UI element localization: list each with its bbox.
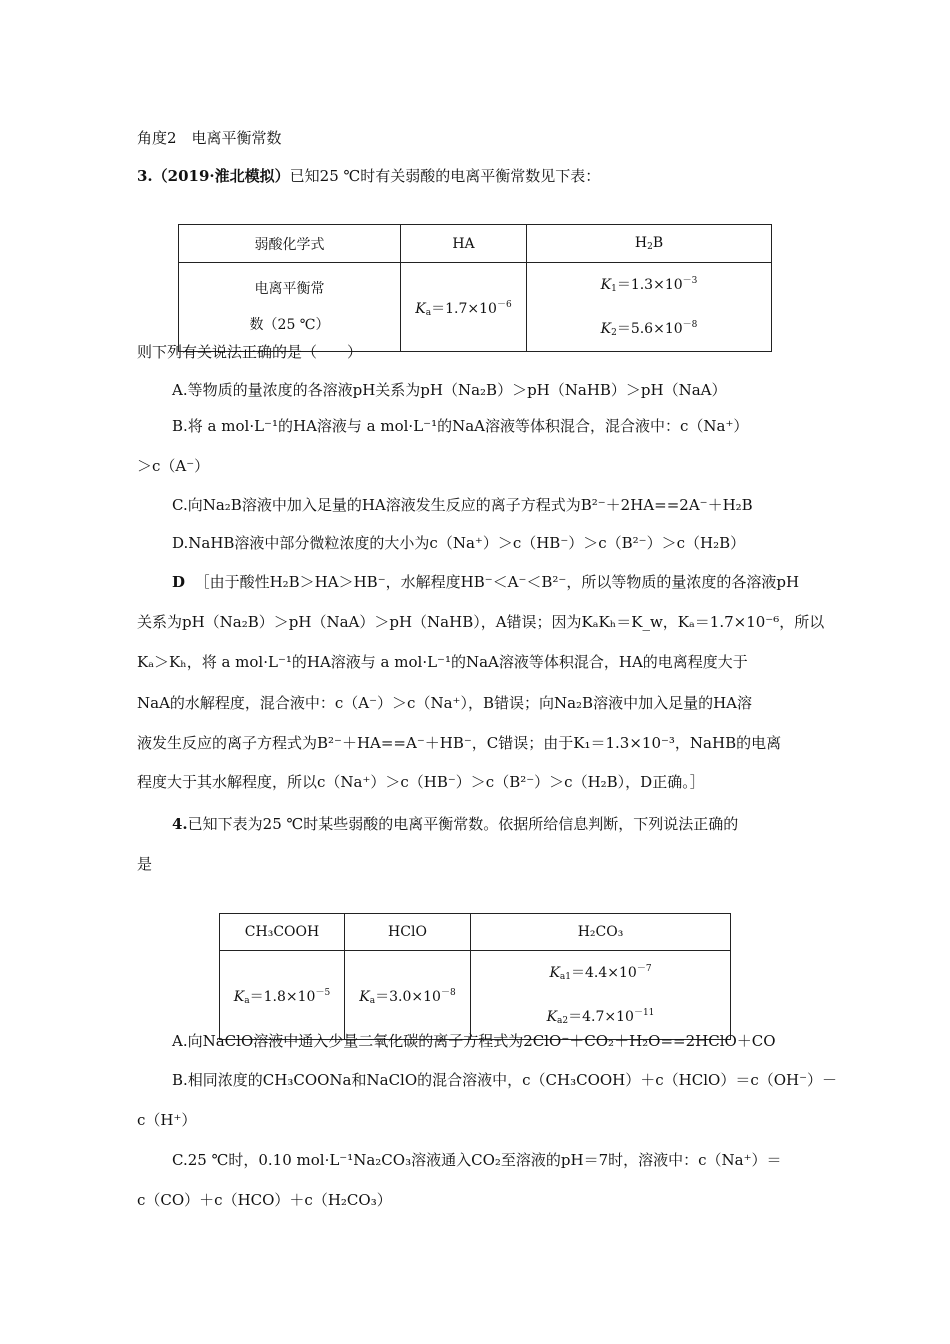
table-cell: $K_a=1.7\times 10^{-6}$ [401, 263, 527, 352]
answer-text: ［由于酸性H₂B＞HA＞HB⁻，水解程度HB⁻＜A⁻＜B²⁻，所以等物质的量浓度的各溶液pH [194, 573, 800, 591]
q3-acid-table [178, 224, 772, 352]
question-text: 已知25 ℃时有关弱酸的电离平衡常数见下表： [289, 167, 601, 185]
question-3-stem [137, 166, 813, 186]
table-cell: $K_1=1.3\times 10^{-3}$ $K_2=5.6\times 10^{-8}$ [527, 263, 772, 352]
table-header: HClO [345, 914, 471, 951]
table-header: CH₃COOH [220, 914, 345, 951]
option-b-continued: ＞c（A⁻） [137, 457, 210, 475]
question-prompt: 则下列有关说法正确的是（ ） [137, 343, 363, 361]
option-a: A.向NaClO溶液中通入少量二氧化碳的离子方程式为2ClO⁻＋CO₂＋H₂O==2HClO＋CO [172, 1032, 776, 1050]
answer-text: 液发生反应的离子方程式为B²⁻＋HA==A⁻＋HB⁻，C错误；由于K₁＝1.3×10⁻³，NaHB的电离 [137, 734, 782, 752]
option-b: B.相同浓度的CH₃COONa和NaClO的混合溶液中，c（CH₃COOH）＋c（HClO）＝c（OH⁻）－ [172, 1071, 838, 1089]
q4-acid-table [219, 913, 731, 1040]
question-text: 已知下表为25 ℃时某些弱酸的电离平衡常数。依据所给信息判断，下列说法正确的 [187, 815, 739, 833]
section-heading: 角度2 电离平衡常数 [137, 129, 282, 147]
table-cell: $K_a=1.8\times 10^{-5}$ [220, 951, 345, 1040]
answer-text: NaA的水解程度，混合液中：c（A⁻）＞c（Na⁺），B错误；向Na₂B溶液中加入足量的HA溶 [137, 694, 752, 712]
option-c: C.25 ℃时，0.10 mol·L⁻¹Na₂CO₃溶液通入CO₂至溶液的pH＝7时，溶液中：c（Na⁺）＝ [172, 1151, 782, 1169]
answer-line [172, 572, 813, 592]
table-header: $H_2B$ [527, 225, 772, 263]
table-cell: $K_a=3.0\times 10^{-8}$ [345, 951, 471, 1040]
option-d: D.NaHB溶液中部分微粒浓度的大小为c（Na⁺）＞c（HB⁻）＞c（B²⁻）＞c（H₂B） [172, 534, 746, 552]
option-b: B.将 a mol·L⁻¹的HA溶液与 a mol·L⁻¹的NaA溶液等体积混合，混合液中：c（Na⁺） [172, 417, 749, 435]
option-c-continued: c（CO）＋c（HCO）＋c（H₂CO₃） [137, 1191, 392, 1209]
option-a: A.等物质的量浓度的各溶液pH关系为pH（Na₂B）＞pH（NaHB）＞pH（NaA） [172, 381, 727, 399]
option-c: C.向Na₂B溶液中加入足量的HA溶液发生反应的离子方程式为B²⁻＋2HA==2A⁻＋H₂B [172, 496, 753, 514]
question-source: （2019·淮北模拟） [152, 167, 290, 185]
question-4-stem [172, 814, 813, 834]
answer-letter: D [172, 573, 186, 591]
question-number: 4. [172, 815, 188, 833]
table-cell: $K_{a1}=4.4\times 10^{-7}$ $K_{a2}=4.7\times 10^{-11}$ [471, 951, 731, 1040]
option-b-continued: c（H⁺） [137, 1111, 197, 1129]
question-number: 3. [137, 167, 153, 185]
answer-text: Kₐ＞Kₕ，将 a mol·L⁻¹的HA溶液与 a mol·L⁻¹的NaA溶液等体积混合，HA的电离程度大于 [137, 653, 748, 671]
answer-text: 关系为pH（Na₂B）＞pH（NaA）＞pH（NaHB），A错误；因为KₐKₕ＝K_w，Kₐ＝1.7×10⁻⁶，所以 [137, 613, 825, 631]
table-header: HA [401, 225, 527, 263]
table-row-label: 电离平衡常 数（25 ℃） [179, 263, 401, 352]
table-header: H₂CO₃ [471, 914, 731, 951]
answer-text: 程度大于其水解程度，所以c（Na⁺）＞c（HB⁻）＞c（B²⁻）＞c（H₂B），D正确。］ [137, 773, 705, 791]
question-text-continued: 是 [137, 855, 153, 873]
table-header: 弱酸化学式 [179, 225, 401, 263]
